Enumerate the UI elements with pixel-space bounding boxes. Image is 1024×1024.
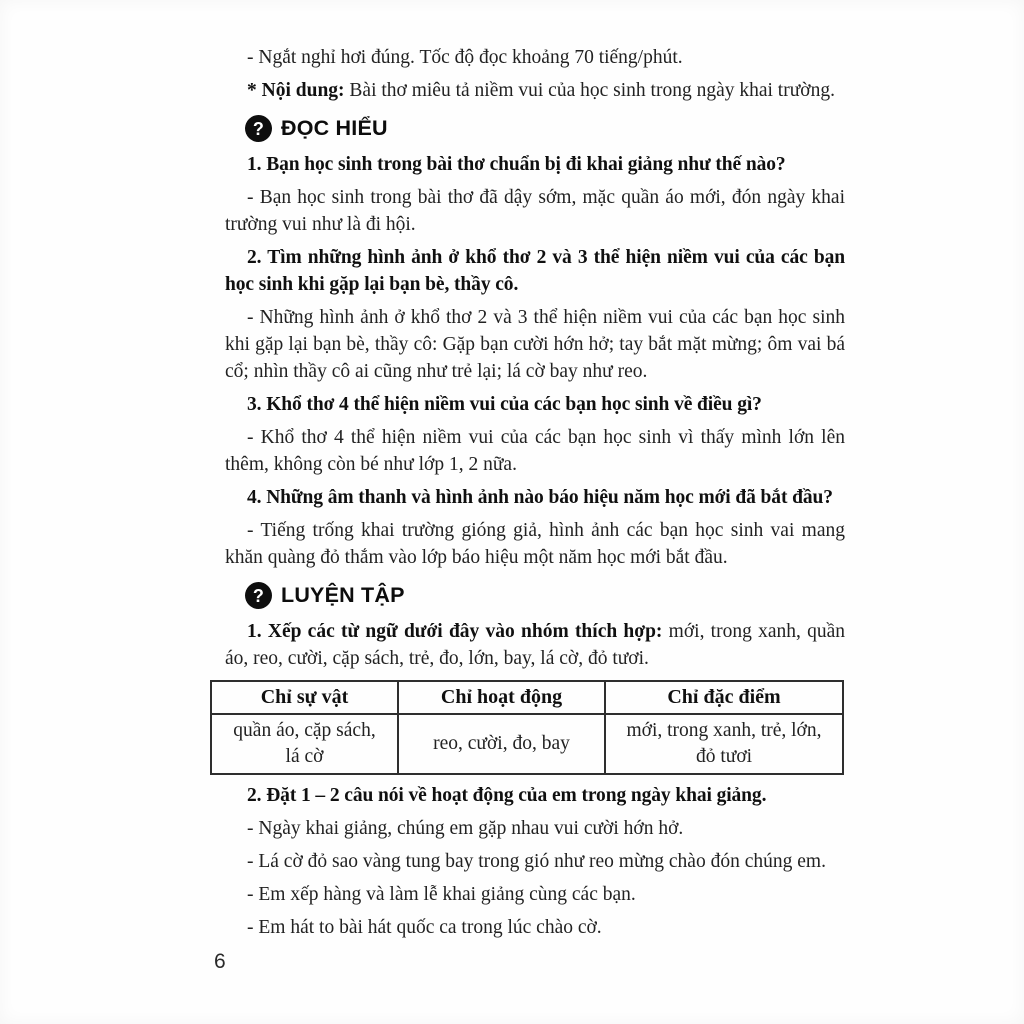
question-mark-circle-icon: ?	[245, 115, 272, 142]
table-header-row	[211, 681, 843, 714]
answer-1: - Bạn học sinh trong bài thơ đã dậy sớm, mặc quần áo mới, đón ngày khai trường vui như là đi hội.	[225, 187, 845, 235]
cell-things: quần áo, cặp sách, lá cờ	[211, 714, 398, 774]
exercise-2-prompt: 2. Đặt 1 – 2 câu nói về hoạt động của em trong ngày khai giảng.	[247, 785, 767, 806]
exercise-2-answer-1: - Ngày khai giảng, chúng em gặp nhau vui cười hớn hở.	[247, 818, 684, 839]
question-4: 4. Những âm thanh và hình ảnh nào báo hiệu năm học mới đã bắt đầu?	[247, 487, 833, 508]
section-title: ĐỌC HIỂU	[281, 116, 388, 140]
page-number: 6	[214, 950, 226, 973]
exercise-2-answer-3: - Em xếp hàng và làm lễ khai giảng cùng các bạn.	[247, 884, 636, 905]
question-3: 3. Khổ thơ 4 thể hiện niềm vui của các bạn học sinh về điều gì?	[247, 394, 762, 415]
table-row	[211, 714, 843, 774]
exercise-2-answer-4: - Em hát to bài hát quốc ca trong lúc chào cờ.	[247, 917, 602, 938]
cell-actions: reo, cười, đo, bay	[398, 714, 605, 774]
content-summary	[225, 77, 845, 104]
column-header-attributes: Chỉ đặc điểm	[605, 681, 843, 714]
exercise-1-prompt	[225, 618, 845, 672]
cell-attributes: mới, trong xanh, trẻ, lớn, đỏ tươi	[605, 714, 843, 774]
column-header-things: Chỉ sự vật	[211, 681, 398, 714]
exercise-1-word-list: mới, trong xanh, quần áo, reo, cười, cặp sách, trẻ, đo, lớn, bay, lá cờ, đỏ tươi.	[225, 621, 846, 669]
question-2: 2. Tìm những hình ảnh ở khổ thơ 2 và 3 thể hiện niềm vui của các bạn học sinh khi gặp lại bạn bè, thầy cô.	[225, 247, 845, 295]
content-summary-text: Bài thơ miêu tả niềm vui của học sinh trong ngày khai trường.	[349, 80, 835, 101]
word-classification-table	[210, 680, 844, 775]
exercise-2-answer-2: - Lá cờ đỏ sao vàng tung bay trong gió như reo mừng chào đón chúng em.	[247, 851, 826, 872]
section-title: LUYỆN TẬP	[281, 583, 405, 607]
content-summary-label: * Nội dung:	[247, 80, 345, 101]
column-header-actions: Chỉ hoạt động	[398, 681, 605, 714]
answer-3: - Khổ thơ 4 thể hiện niềm vui của các bạn học sinh vì thấy mình lớn lên thêm, không còn bé như lớp 1, 2 nữa.	[225, 427, 845, 475]
question-1: 1. Bạn học sinh trong bài thơ chuẩn bị đi khai giảng như thế nào?	[247, 154, 786, 175]
question-mark-circle-icon: ?	[245, 582, 272, 609]
page-content	[225, 44, 845, 947]
answer-4: - Tiếng trống khai trường gióng giả, hình ảnh các bạn học sinh vai mang khăn quàng đỏ thắm vào lớp báo hiệu một năm học mới bắt đầu.	[225, 520, 845, 568]
answer-2: - Những hình ảnh ở khổ thơ 2 và 3 thể hiện niềm vui của các bạn học sinh khi gặp lại bạn bè, thầy cô: Gặp bạn cười hớn hở; tay bắt mặt mừng; ôm vai bá cổ; nhìn thầy cô ai cũng như trẻ lại; lá cờ bay như reo.	[225, 307, 845, 382]
exercise-1-prompt-label: 1. Xếp các từ ngữ dưới đây vào nhóm thích hợp:	[247, 621, 663, 642]
reading-pace-line: - Ngắt nghỉ hơi đúng. Tốc độ đọc khoảng 70 tiếng/phút.	[247, 47, 683, 68]
section-heading-luyen-tap	[245, 582, 845, 609]
section-heading-doc-hieu	[245, 115, 845, 142]
